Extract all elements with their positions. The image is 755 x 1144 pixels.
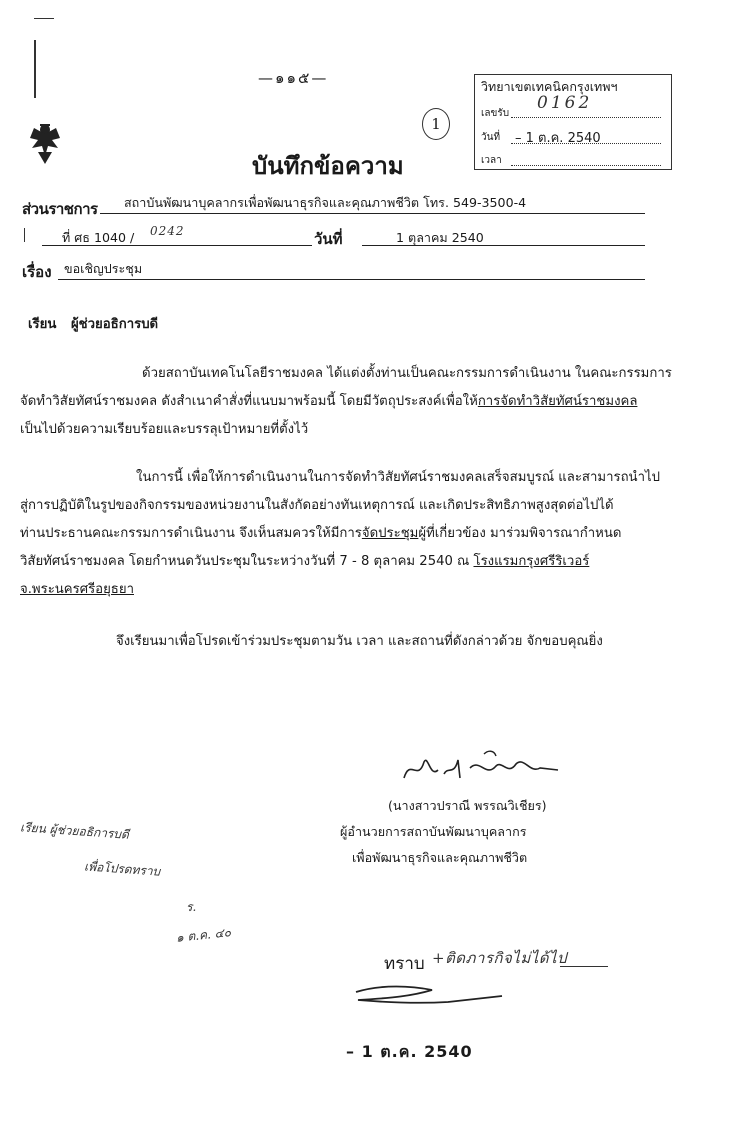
para2-underlined-meeting: จัดประชุม <box>361 526 419 541</box>
ack-underline-stroke <box>560 966 608 967</box>
stamp-receive-label: เลขรับ <box>481 108 510 119</box>
stamp-date-label: วันที่ <box>481 132 501 143</box>
para2-line4 <box>20 548 655 576</box>
para2-underlined-hotel: โรงแรมกรุงศรีริเวอร์ <box>473 554 590 569</box>
stamp-date: – 1 ต.ค. 2540 <box>515 131 601 146</box>
date-value: 1 ตุลาคม 2540 <box>396 230 484 245</box>
para1-line2-text: จัดทำวิสัยทัศน์ราชมงคล ดังสำเนาคำสั่งที่แนบมาพร้อมนี้ โดยมีวัตถุประสงค์เพื่อให้ <box>20 394 478 409</box>
circled-number <box>422 108 450 140</box>
paragraph-3: จึงเรียนมาเพื่อโปรดเข้าร่วมประชุมตามวัน เวลา และสถานที่ดังกล่าวด้วย จักขอบคุณยิ่ง <box>116 634 603 649</box>
agency-value: สถาบันพัฒนาบุคลากรเพื่อพัฒนาธุรกิจและคุณภาพชีวิต โทร. 549-3500-4 <box>124 195 527 210</box>
margin-mark <box>34 40 36 98</box>
agency-label: ส่วนราชการ <box>22 200 98 218</box>
signature-image <box>400 748 560 792</box>
page-number: —๑๑๕— <box>258 69 329 87</box>
bottom-date-stamp: – 1 ต.ค. 2540 <box>346 1042 473 1061</box>
receiving-stamp <box>474 74 672 170</box>
salutation-label: เรียน <box>28 317 57 332</box>
stamp-org: วิทยาเขตเทคนิคกรุงเทพฯ <box>481 79 618 94</box>
para2-underlined-province: จ.พระนครศรีอยุธยา <box>20 582 134 597</box>
para2-line2: สู่การปฏิบัติในรูปของกิจกรรมของหน่วยงานในสังกัดอย่างทันเหตุการณ์ และเกิดประสิทธิภาพสูงสุดต่อไปได้ <box>20 498 614 513</box>
signer-position-1: ผู้อำนวยการสถาบันพัฒนาบุคลากร <box>340 824 527 839</box>
margin-note-line2: เพื่อโปรดทราบ <box>83 859 161 879</box>
para1-line3: เป็นไปด้วยความเรียบร้อยและบรรลุเป้าหมายที่ตั้งไว้ <box>20 422 309 437</box>
subject-label: เรื่อง <box>22 263 52 281</box>
ack-label: ทราบ <box>384 954 425 974</box>
ref-number: 0242 <box>150 224 185 238</box>
stamp-receive-number: 0162 <box>537 93 593 113</box>
salutation-value: ผู้ช่วยอธิการบดี <box>70 317 159 332</box>
signer-name: (นางสาวปราณี พรรณวิเชียร) <box>388 798 547 813</box>
margin-note-line1: เรียน ผู้ช่วยอธิการบดี <box>19 820 130 842</box>
margin-note-line3: ร. <box>186 900 197 914</box>
margin-tick <box>24 228 25 242</box>
para2-line1: ในการนี้ เพื่อให้การดำเนินงานในการจัดทำวิสัยทัศน์ราชมงคลเสร็จสมบูรณ์ และสามารถนำไป <box>136 470 660 485</box>
para2-line3-text-c: ผู้ที่เกี่ยวข้อง มาร่วมพิจารณากำหนด <box>418 526 622 541</box>
paragraph-2 <box>20 464 660 604</box>
stamp-time-label: เวลา <box>481 155 502 166</box>
circled-number-text: 1 <box>431 115 441 133</box>
para2-line3-text-a: ท่านประธานคณะกรรมการดำเนินงาน จึงเห็นสมควรให้มีการ <box>20 526 362 541</box>
para2-line5 <box>20 576 655 604</box>
para1-line1: ด้วยสถาบันเทคโนโลยีราชมงคล ได้แต่งตั้งท่านเป็นคณะกรรมการดำเนินงาน ในคณะกรรมการ <box>142 366 672 381</box>
date-label: วันที่ <box>314 230 343 248</box>
para2-line4-text: วิสัยทัศน์ราชมงคล โดยกำหนดวันประชุมในระหว่างวันที่ 7 - 8 ตุลาคม 2540 ณ <box>20 554 474 569</box>
para2-line3 <box>20 520 655 548</box>
garuda-emblem <box>28 122 62 170</box>
memo-title: บันทึกข้อความ <box>252 152 404 180</box>
para1-line2 <box>20 388 655 416</box>
subject-value: ขอเชิญประชุม <box>64 261 143 276</box>
margin-note-line4: ๑ ต.ค. ๔๐ <box>175 925 232 945</box>
salutation <box>28 313 158 334</box>
para1-underlined-vision: การจัดทำวิสัยทัศน์ราชมงคล <box>477 394 638 409</box>
ack-handwritten-note: +ติดภารกิจไม่ได้ไป <box>432 949 568 967</box>
margin-mark <box>34 18 54 19</box>
second-signature-image <box>352 982 512 1016</box>
ref-label: ที่ ศธ 1040 / <box>62 230 135 245</box>
signer-position-2: เพื่อพัฒนาธุรกิจและคุณภาพชีวิต <box>352 850 528 865</box>
paragraph-1 <box>20 360 672 444</box>
